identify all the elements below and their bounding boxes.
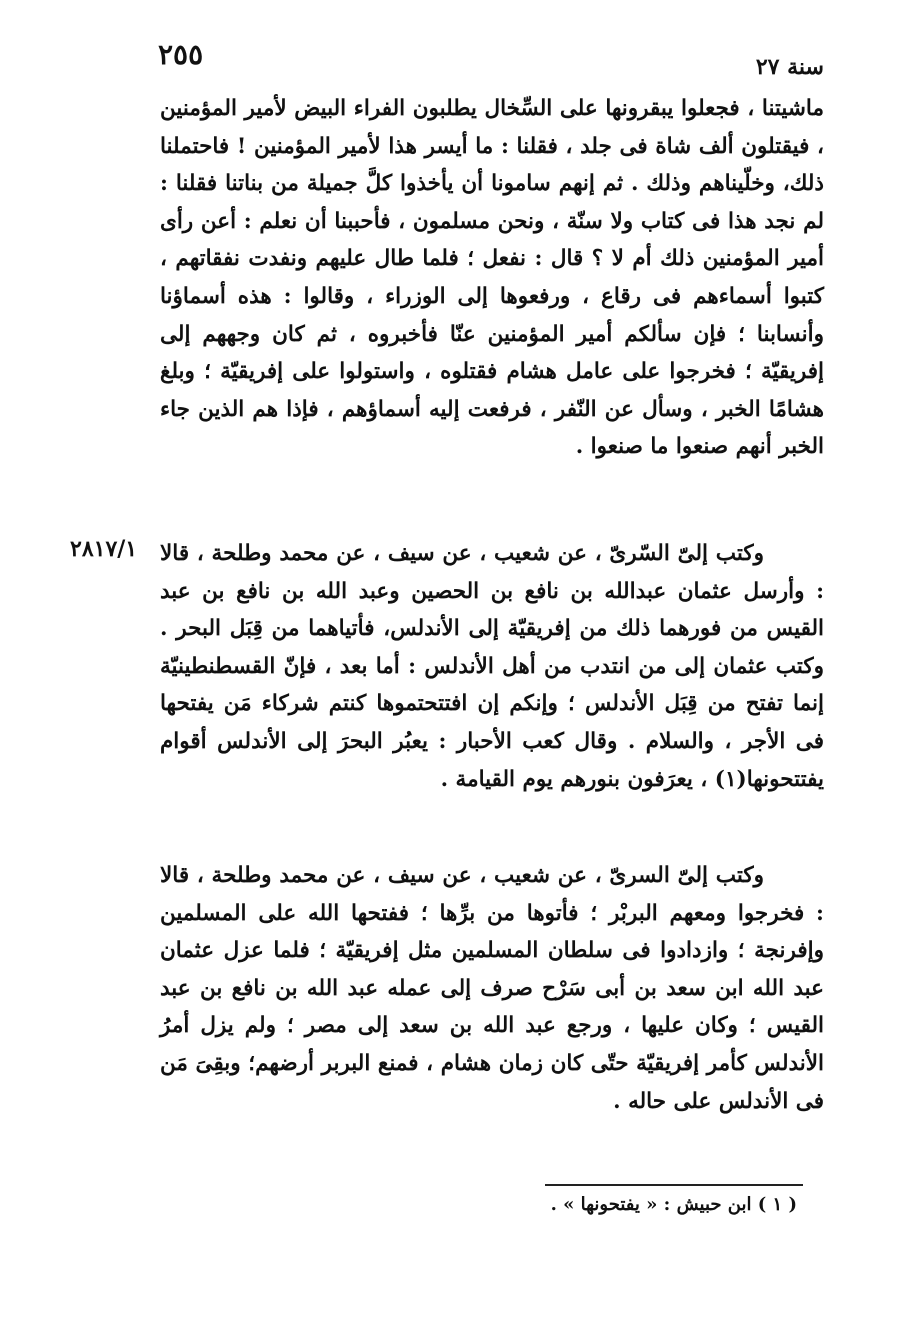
body-paragraph-1 — [160, 90, 824, 466]
page-number: ٢٥٥ — [158, 38, 204, 71]
paragraph-text: ماشيتنا ، فجعلوا يبقرونها على السِّخال يطلبون الفراء البيض لأمير المؤمنين ، فيقتلون ألف شاة فى جلد ، فقلنا : ما أيسر هذا لأمير المؤمنين ! فاحتملنا ذلك، وخلّيناهم وذلك . ثم إنهم سامونا أن يأخذوا كلَّ جميلة من بناتنا فقلنا : لم نجد هذا فى كتاب ولا سنّة ، ونحن مسلمون ، فأحببنا أن نعلم : أعن رأى أمير المؤمنين ذلك أم لا ؟ قال : نفعل ؛ فلما طال عليهم ونفدت نفقاتهم ، كتبوا أسماءهم فى رقاع ، ورفعوها إلى الوزراء ، وقالوا : هذه أسماؤنا وأنسابنا ؛ فإن سألكم أمير المؤمنين عنّا فأخبروه ، ثم كان وجههم إلى إفريقيّة ؛ فخرجوا على عامل هشام فقتلوه ، واستولوا على إفريقيّة ؛ وبلغ هشامًا الخبر ، وسأل عن النّفر ، فرفعت إليه أسماؤهم ، فإذا هم الذين جاء الخبر أنهم صنعوا ما صنعوا . — [160, 96, 824, 460]
body-paragraph-3 — [160, 857, 824, 1120]
footnote: ( ١ ) ابن حبيش : « يفتحونها » . — [550, 1194, 797, 1215]
running-head: سنة ٢٧ — [755, 54, 824, 80]
paragraph-text: وكتب إلىّ السرىّ ، عن شعيب ، عن سيف ، عن محمد وطلحة ، قالا : فخرجوا ومعهم البربْر ؛ فأتوها من برِّها ؛ ففتحها الله على المسلمين وإفرنجة ؛ وازدادوا فى سلطان المسلمين مثل إفريقيّة ؛ فلما عزل عثمان عبد الله ابن سعد بن أبى سَرْح صرف إلى عمله عبد الله بن نافع بن عبد القيس ؛ وكان عليها ، ورجع عبد الله بن سعد إلى مصر ؛ ولم يزل أمرُ الأندلس كأمر إفريقيّة حتّى كان زمان هشام ، فمنع البربر أرضهم؛ وبقِىَ مَن فى الأندلس على حاله . — [160, 863, 824, 1114]
body-paragraph-2 — [160, 535, 824, 798]
margin-reference: ٢٨١٧/١ — [70, 536, 138, 562]
paragraph-text: وكتب إلىّ السّرىّ ، عن شعيب ، عن سيف ، عن محمد وطلحة ، قالا : وأرسل عثمان عبدالله بن نافع بن الحصين وعبد الله بن نافع بن عبد القيس من فورهما ذلك من إفريقيّة إلى الأندلس، فأتياهما من قِبَل البحر . وكتب عثمان إلى من انتدب من أهل الأندلس : أما بعد ، فإنّ القسطنطينيّة إنما تفتح من قِبَل الأندلس ؛ وإنكم إن افتتحتموها كنتم شركاء مَن يفتحها فى الأجر ، والسلام . وقال كعب الأحبار : يعبُر البحرَ إلى الأندلس أقوام يفتتحونها(١) ، يعرَفون بنورهم يوم القيامة . — [160, 541, 824, 792]
footnote-divider — [545, 1184, 803, 1186]
